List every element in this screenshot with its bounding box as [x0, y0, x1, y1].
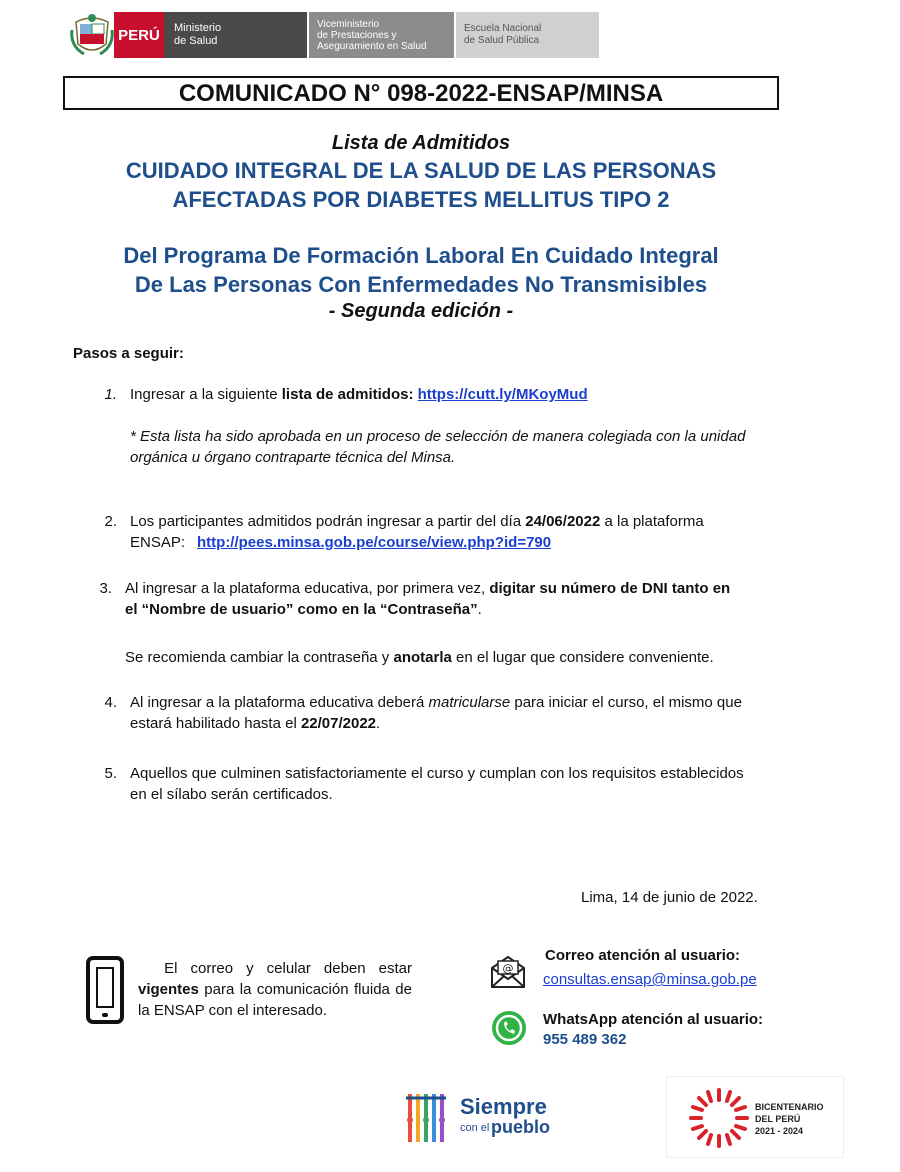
step-3-rec-post: en el lugar que considere conveniente.	[451, 649, 714, 666]
viceministerio-line-3: Aseguramiento en Salud	[317, 40, 427, 52]
escuela-line-1: Escuela Nacional	[464, 23, 542, 34]
step-2-line-1	[130, 511, 810, 532]
step-4-line-2-pre: estará habilitado hasta el	[130, 715, 301, 732]
step-1-number: 1.	[104, 386, 117, 403]
pees-platform-link[interactable]: http://pees.minsa.gob.pe/course/view.php?id=790	[197, 534, 552, 551]
step-2-pre: Los participantes admitidos podrán ingresar a partir del día	[130, 513, 526, 530]
bicentenario-logo	[666, 1076, 844, 1158]
notice-post: para la comunicación fluida de la ENSAP con el interesado.	[138, 981, 412, 1019]
notice-bold: vigentes	[138, 981, 199, 998]
step-3-recommendation	[125, 647, 815, 668]
escuela-line-2: de Salud Pública	[464, 35, 540, 46]
step-4-post: para iniciar el curso, el mismo que	[510, 694, 742, 711]
step-3-pre: Al ingresar a la plataforma educativa, por primera vez,	[125, 580, 490, 597]
course-title-line-2: AFECTADAS POR DIABETES MELLITUS TIPO 2	[172, 187, 670, 212]
mobile-phone-icon	[86, 956, 124, 1024]
header-logos	[70, 12, 599, 58]
peru-logo: PERÚ	[114, 12, 164, 58]
program-title-line-2: De Las Personas Con Enfermedades No Transmisibles	[134, 272, 708, 297]
notice-pre: El correo y celular deben estar	[164, 960, 413, 977]
ministerio-line-2: de Salud	[174, 35, 218, 47]
email-contact-title: Correo atención al usuario:	[545, 947, 741, 964]
email-envelope-icon	[489, 954, 527, 990]
con-el-text: con el	[460, 1122, 490, 1134]
lista-title: Lista de Admitidos	[331, 132, 511, 154]
steps-heading: Pasos a seguir:	[73, 345, 184, 362]
colorful-figures-icon	[404, 1090, 462, 1146]
step-3-bold-2: el “Nombre de usuario” como en la “Contraseña”	[125, 601, 478, 618]
step-3-line-1	[125, 578, 815, 599]
step-1-pre: Ingresar a la siguiente	[130, 386, 282, 403]
bicentenario-line-2: DEL PERÚ	[755, 1114, 801, 1124]
course-title-line-1: CUIDADO INTEGRAL DE LA SALUD DE LAS PERSONAS	[125, 158, 717, 183]
ministerio-logo	[164, 12, 307, 58]
step-4-italic: matricularse	[428, 694, 511, 711]
step-4-date: 22/07/2022	[300, 715, 377, 732]
step-3-bold-1: digitar su número de DNI tanto en	[489, 580, 731, 597]
whatsapp-number: 955 489 362	[543, 1031, 627, 1048]
bicentenario-line-3: 2021 - 2024	[755, 1126, 804, 1136]
pueblo-text: pueblo	[491, 1117, 550, 1137]
step-3-rec-bold: anotarla	[393, 649, 452, 666]
step-2-number: 2.	[104, 513, 117, 530]
admitidos-link[interactable]: https://cutt.ly/MKoyMud	[417, 386, 588, 403]
step-4-pre: Al ingresar a la plataforma educativa deberá	[130, 694, 429, 711]
support-email-link[interactable]: consultas.ensap@minsa.gob.pe	[543, 971, 757, 988]
peru-coat-of-arms-icon	[70, 12, 114, 58]
step-3-line-2	[125, 599, 815, 620]
siempre-text: Siempre	[460, 1094, 547, 1119]
comunicado-title: COMUNICADO N° 098-2022-ENSAP/MINSA	[63, 76, 779, 110]
step-1-text	[130, 384, 810, 405]
viceministerio-line-2: de Prestaciones y	[317, 29, 397, 41]
step-3-number: 3.	[99, 580, 112, 597]
bicentenario-line-1: BICENTENARIO	[755, 1102, 824, 1112]
step-1-bold: lista de admitidos:	[281, 386, 414, 403]
step-2-date: 24/06/2022	[525, 513, 601, 530]
whatsapp-contact-title: WhatsApp atención al usuario:	[543, 1011, 764, 1028]
escuela-logo	[456, 12, 599, 58]
svg-text:@: @	[502, 962, 514, 975]
step-2-post: a la plataforma	[600, 513, 704, 530]
whatsapp-icon	[492, 1011, 526, 1045]
step-4-number: 4.	[104, 694, 117, 711]
contact-notice	[138, 958, 412, 1021]
step-5-line-2: en el sílabo serán certificados.	[130, 786, 333, 803]
step-5-number: 5.	[104, 765, 117, 782]
viceministerio-line-1: Viceministerio	[317, 18, 380, 30]
siempre-con-el-pueblo-logo	[404, 1084, 554, 1148]
program-title-line-1: Del Programa De Formación Laboral En Cuidado Integral	[123, 243, 719, 268]
bicentenario-text	[755, 1101, 824, 1137]
edition-label: - Segunda edición -	[328, 300, 514, 322]
step-3-end: .	[477, 601, 482, 618]
step-4-end: .	[376, 715, 381, 732]
viceministerio-logo	[309, 12, 454, 58]
step-3-rec-pre: Se recomienda cambiar la contraseña y	[125, 649, 394, 666]
step-4-line-2	[130, 713, 820, 734]
step-5-line-1: Aquellos que culminen satisfactoriamente el curso y cumplan con los requisitos establecidos	[130, 765, 744, 782]
bicentenario-burst-icon	[687, 1086, 751, 1150]
step-2-ensap-label: ENSAP:	[130, 534, 186, 551]
date-line: Lima, 14 de junio de 2022.	[581, 889, 758, 906]
step-4-line-1	[130, 692, 820, 713]
ministerio-line-1: Ministerio	[174, 22, 222, 34]
step-1-note: * Esta lista ha sido aprobada en un proceso de selección de manera colegiada con la unidad orgánica u órgano contraparte técnica del Minsa.	[130, 428, 746, 466]
